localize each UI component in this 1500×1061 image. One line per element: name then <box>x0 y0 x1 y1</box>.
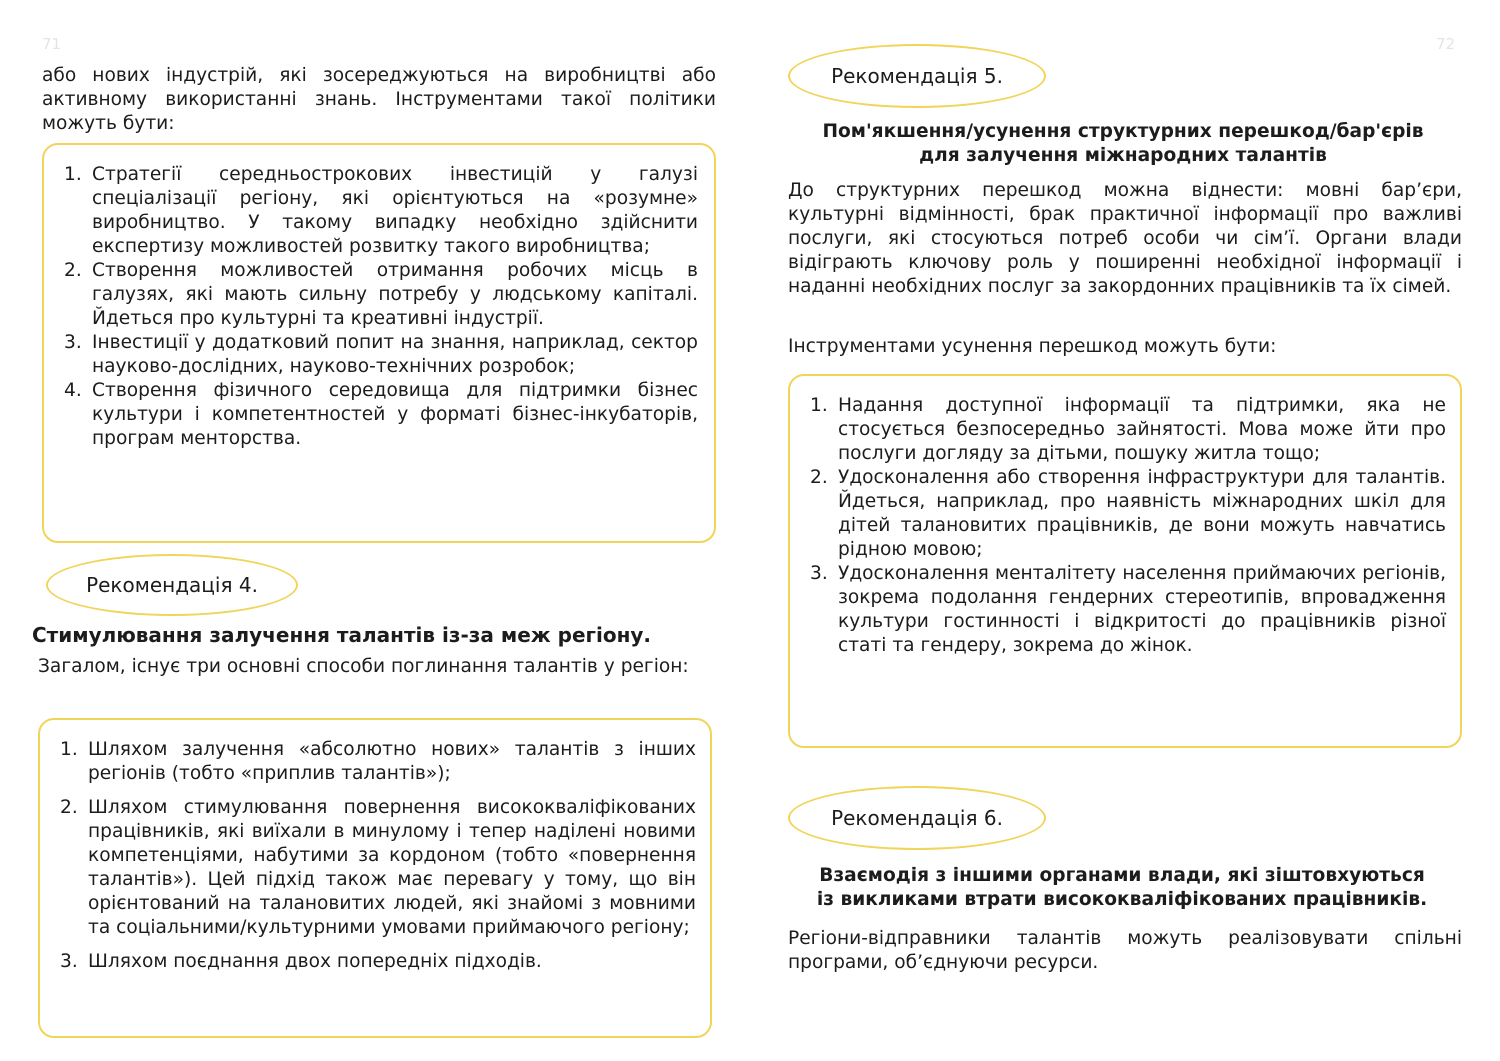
list-item-number: 3. <box>810 563 828 584</box>
recommendation-5-heading-line1: Пом'якшення/усунення структурних перешкод/бар'єрів <box>822 121 1424 142</box>
talent-methods-list <box>60 738 696 974</box>
list-item-number: 1. <box>60 739 78 760</box>
list-item-number: 3. <box>64 332 82 353</box>
list-item <box>810 562 1446 658</box>
talent-methods-box <box>38 718 712 1038</box>
list-item-text: Стратегії середньострокових інвестицій у галузі спеціалізації регіону, які орієнтуються на «розумне» виробництво. У такому випадку необхідно здійснити експертизу можливостей розвитку такого виробництва; <box>92 164 698 257</box>
recommendation-6-label: Рекомендація 6. <box>831 806 1003 830</box>
list-item <box>60 950 696 974</box>
recommendation-4-heading: Стимулювання залучення талантів із-за меж регіону. <box>32 623 652 647</box>
recommendation-4-label: Рекомендація 4. <box>86 573 258 597</box>
recommendation-5-tools-intro: Інструментами усунення перешкод можуть бути: <box>788 336 1277 357</box>
list-item <box>64 259 698 331</box>
recommendation-4-badge <box>46 554 298 616</box>
list-item <box>64 163 698 259</box>
list-item <box>810 394 1446 466</box>
page-number-left: 71 <box>42 35 62 53</box>
list-item-text: Створення можливостей отримання робочих місць в галузях, які мають сильну потребу у людському капіталі. Йдеться про культурні та креативні індустрії. <box>92 260 698 329</box>
recommendation-5-heading <box>788 120 1458 168</box>
list-item <box>64 331 698 379</box>
list-item <box>810 466 1446 562</box>
recommendation-6-heading-line1: Взаємодія з іншими органами влади, які зіштовхуються <box>819 865 1425 886</box>
recommendation-5-label: Рекомендація 5. <box>831 64 1003 88</box>
recommendation-5-badge <box>788 44 1046 108</box>
left-intro-paragraph: або нових індустрій, які зосереджуються на виробництві або активному використанні знань. Інструментами такої політики можуть бути: <box>42 65 716 134</box>
list-item <box>60 738 696 786</box>
recommendation-6-heading <box>788 864 1456 912</box>
list-item-number: 3. <box>60 951 78 972</box>
barrier-tools-list <box>810 394 1446 658</box>
recommendation-5-heading-line2: для залучення міжнародних талантів <box>919 145 1327 166</box>
recommendation-6-paragraph: Регіони-відправники талантів можуть реалізовувати спільні програми, об’єднуючи ресурси. <box>788 928 1462 973</box>
list-item-number: 2. <box>810 467 828 488</box>
recommendation-4-intro: Загалом, існує три основні способи поглинання талантів у регіон: <box>38 656 689 677</box>
list-item-text: Удосконалення або створення інфраструктури для талантів. Йдеться, наприклад, про наявність міжнародних шкіл для дітей талановитих працівників, де вони можуть навчатись рідною мовою; <box>838 467 1446 560</box>
page-number-right: 72 <box>1436 35 1456 53</box>
list-item-text: Шляхом стимулювання повернення висококваліфікованих працівників, які виїхали в минулому і тепер наділені новими компетенціями, набутими за кордоном (тобто «повернення талантів»). Цей підхід також має перевагу у тому, що він орієнтований на талановитих людей, які знайомі з мовними та соціальними/культурними умовами приймаючого регіону; <box>88 797 696 938</box>
list-item <box>60 796 696 940</box>
list-item-text: Інвестиції у додатковий попит на знання, наприклад, сектор науково-дослідних, науково-технічних розробок; <box>92 332 698 377</box>
recommendation-5-paragraph: До структурних перешкод можна віднести: мовні бар’єри, культурні відмінності, брак практичної інформації про важливі послуги, які стосуються потреб особи чи сім’ї. Органи влади відіграють ключову роль у поширенні необхідної інформації і наданні необхідних послуг за закордонних працівників та їх сімей. <box>788 180 1462 297</box>
list-item-text: Шляхом залучення «абсолютно нових» талантів з інших регіонів (тобто «приплив талантів»); <box>88 739 696 784</box>
list-item-number: 4. <box>64 380 82 401</box>
list-item-number: 1. <box>64 164 82 185</box>
list-item-number: 2. <box>64 260 82 281</box>
recommendation-6-badge <box>788 786 1046 850</box>
barrier-tools-box <box>788 374 1462 748</box>
strategy-list-box <box>42 143 716 543</box>
list-item-number: 1. <box>810 395 828 416</box>
list-item-text: Шляхом поєднання двох попередніх підходів. <box>88 951 542 972</box>
list-item-number: 2. <box>60 797 78 818</box>
list-item-text: Удосконалення менталітету населення приймаючих регіонів, зокрема подолання гендерних стереотипів, впровадження культури гостинності і відкритості до працівників різної статі та гендеру, зокрема до жінок. <box>838 563 1446 656</box>
list-item-text: Створення фізичного середовища для підтримки бізнес культури і компетентностей у форматі бізнес-інкубаторів, програм менторства. <box>92 380 698 449</box>
recommendation-6-heading-line2: із викликами втрати висококваліфікованих працівників. <box>816 889 1428 910</box>
list-item <box>64 379 698 451</box>
strategy-list <box>64 163 698 451</box>
list-item-text: Надання доступної інформації та підтримки, яка не стосується безпосередньо зайнятості. Мова може йти про послуги догляду за дітьми, пошуку житла тощо; <box>838 395 1446 464</box>
